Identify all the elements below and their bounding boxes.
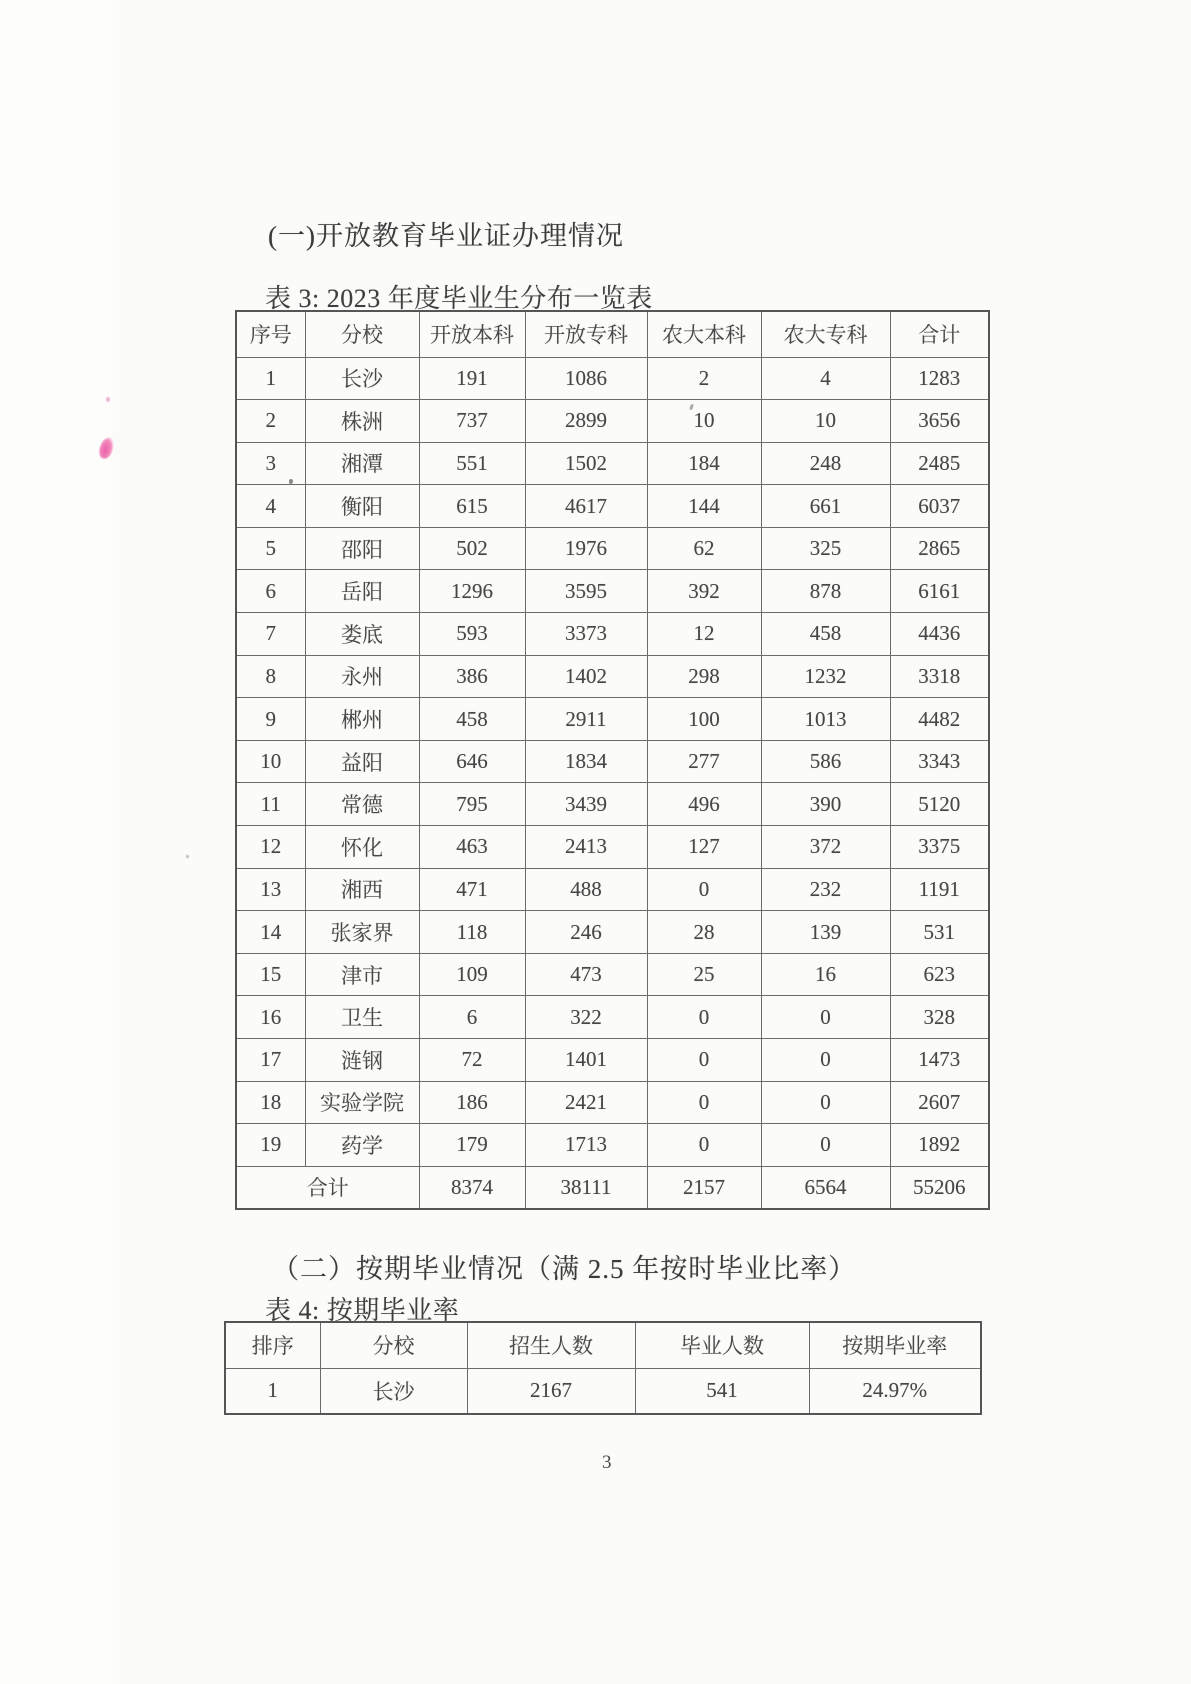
table-cell: 2 [647, 357, 761, 400]
column-header: 排序 [225, 1322, 320, 1368]
table-cell: 3318 [890, 655, 989, 698]
table-cell: 实验学院 [305, 1081, 419, 1124]
total-label: 合计 [236, 1166, 419, 1209]
table-cell: 张家界 [305, 911, 419, 954]
table-cell: 3 [236, 442, 305, 485]
table-cell: 邵阳 [305, 527, 419, 570]
total-cell: 38111 [525, 1166, 647, 1209]
table-cell: 津市 [305, 953, 419, 996]
pink-ink-mark [98, 436, 116, 460]
table-cell: 5 [236, 527, 305, 570]
on-time-graduation-rate-table [224, 1321, 982, 1415]
table-cell: 2607 [890, 1081, 989, 1124]
table-cell: 186 [419, 1081, 525, 1124]
table-cell: 109 [419, 953, 525, 996]
pink-ink-dot [106, 397, 110, 402]
total-cell: 8374 [419, 1166, 525, 1209]
table-cell: 463 [419, 826, 525, 869]
table-row [236, 783, 989, 826]
table-cell: 646 [419, 740, 525, 783]
table-cell: 娄底 [305, 613, 419, 656]
column-header: 合计 [890, 311, 989, 357]
table-cell: 1 [236, 357, 305, 400]
table-cell: 1401 [525, 1039, 647, 1082]
table-cell: 184 [647, 442, 761, 485]
table-cell: 139 [761, 911, 890, 954]
table-row [236, 400, 989, 443]
table-cell: 湘西 [305, 868, 419, 911]
table-cell: 3373 [525, 613, 647, 656]
table-cell: 12 [647, 613, 761, 656]
table-cell: 1713 [525, 1124, 647, 1167]
table-cell: 0 [761, 1124, 890, 1167]
table-cell: 277 [647, 740, 761, 783]
table-cell: 322 [525, 996, 647, 1039]
table-cell: 2911 [525, 698, 647, 741]
table-cell: 3595 [525, 570, 647, 613]
table-row [225, 1368, 981, 1414]
table-row [236, 1124, 989, 1167]
table-row [236, 527, 989, 570]
table-cell: 12 [236, 826, 305, 869]
table-cell: 1892 [890, 1124, 989, 1167]
table-cell: 衡阳 [305, 485, 419, 528]
table-cell: 郴州 [305, 698, 419, 741]
table-cell: 0 [647, 1081, 761, 1124]
column-header: 招生人数 [467, 1322, 635, 1368]
table-cell: 593 [419, 613, 525, 656]
table-header-row [225, 1322, 981, 1368]
table-cell: 7 [236, 613, 305, 656]
total-row [236, 1166, 989, 1209]
table-cell: 127 [647, 826, 761, 869]
table-cell: 4436 [890, 613, 989, 656]
column-header: 分校 [320, 1322, 467, 1368]
column-header: 开放专科 [525, 311, 647, 357]
total-cell: 6564 [761, 1166, 890, 1209]
table-row [236, 698, 989, 741]
table-cell: 长沙 [305, 357, 419, 400]
table-row [236, 1081, 989, 1124]
table-cell: 15 [236, 953, 305, 996]
table-cell: 2421 [525, 1081, 647, 1124]
table-cell: 0 [761, 1039, 890, 1082]
table-cell: 232 [761, 868, 890, 911]
page-number: 3 [602, 1452, 612, 1473]
table-cell: 328 [890, 996, 989, 1039]
section-1-heading: (一)开放教育毕业证办理情况 [268, 221, 624, 251]
table-cell: 531 [890, 911, 989, 954]
table-cell: 11 [236, 783, 305, 826]
column-header: 按期毕业率 [809, 1322, 981, 1368]
table-cell: 涟钢 [305, 1039, 419, 1082]
table-cell: 2 [236, 400, 305, 443]
table-cell: 2413 [525, 826, 647, 869]
table-cell: 473 [525, 953, 647, 996]
table-row [236, 485, 989, 528]
table-header-row [236, 311, 989, 357]
graduates-distribution-table [235, 310, 990, 1210]
column-header: 农大本科 [647, 311, 761, 357]
table-cell: 1473 [890, 1039, 989, 1082]
section-2-heading: （二）按期毕业情况（满 2.5 年按时毕业比率） [272, 1254, 857, 1284]
table-cell: 144 [647, 485, 761, 528]
table-cell: 179 [419, 1124, 525, 1167]
column-header: 毕业人数 [635, 1322, 809, 1368]
table-cell: 6 [419, 996, 525, 1039]
table-cell: 永州 [305, 655, 419, 698]
table-cell: 10 [236, 740, 305, 783]
column-header: 农大专科 [761, 311, 890, 357]
table-cell: 1402 [525, 655, 647, 698]
column-header: 开放本科 [419, 311, 525, 357]
table-cell: 878 [761, 570, 890, 613]
table-cell: 3656 [890, 400, 989, 443]
total-cell: 2157 [647, 1166, 761, 1209]
table-cell: 19 [236, 1124, 305, 1167]
table-row [236, 1039, 989, 1082]
table-cell: 4 [761, 357, 890, 400]
table-cell: 5120 [890, 783, 989, 826]
table-cell: 502 [419, 527, 525, 570]
table-cell: 1296 [419, 570, 525, 613]
table-3-title: 表 3: 2023 年度毕业生分布一览表 [265, 284, 653, 313]
table-cell: 246 [525, 911, 647, 954]
table-cell: 390 [761, 783, 890, 826]
table-cell: 1976 [525, 527, 647, 570]
table-cell: 16 [236, 996, 305, 1039]
table-cell: 8 [236, 655, 305, 698]
table-cell: 长沙 [320, 1368, 467, 1414]
table-cell: 13 [236, 868, 305, 911]
table-cell: 18 [236, 1081, 305, 1124]
table-cell: 益阳 [305, 740, 419, 783]
table-cell: 458 [761, 613, 890, 656]
table-cell: 0 [761, 1081, 890, 1124]
table-cell: 4617 [525, 485, 647, 528]
table-cell: 6 [236, 570, 305, 613]
table-cell: 14 [236, 911, 305, 954]
table-cell: 25 [647, 953, 761, 996]
table-cell: 3343 [890, 740, 989, 783]
table-row [236, 442, 989, 485]
table-row [236, 740, 989, 783]
table-cell: 24.97% [809, 1368, 981, 1414]
table-cell: 6161 [890, 570, 989, 613]
table-cell: 661 [761, 485, 890, 528]
table-cell: 615 [419, 485, 525, 528]
table-cell: 488 [525, 868, 647, 911]
table-cell: 1232 [761, 655, 890, 698]
table-cell: 2167 [467, 1368, 635, 1414]
table-cell: 386 [419, 655, 525, 698]
table-cell: 2865 [890, 527, 989, 570]
total-cell: 55206 [890, 1166, 989, 1209]
table-cell: 17 [236, 1039, 305, 1082]
table-cell: 248 [761, 442, 890, 485]
table-cell: 737 [419, 400, 525, 443]
table-cell: 岳阳 [305, 570, 419, 613]
table-cell: 0 [761, 996, 890, 1039]
table-cell: 1086 [525, 357, 647, 400]
table-cell: 4482 [890, 698, 989, 741]
table-row [236, 655, 989, 698]
table-cell: 1191 [890, 868, 989, 911]
table-cell: 372 [761, 826, 890, 869]
table-cell: 28 [647, 911, 761, 954]
table-cell: 卫生 [305, 996, 419, 1039]
table-cell: 471 [419, 868, 525, 911]
table-cell: 458 [419, 698, 525, 741]
table-cell: 6037 [890, 485, 989, 528]
table-cell: 怀化 [305, 826, 419, 869]
table-4-title: 表 4: 按期毕业率 [265, 1296, 460, 1325]
table-cell: 325 [761, 527, 890, 570]
table-cell: 1013 [761, 698, 890, 741]
table-cell: 0 [647, 1124, 761, 1167]
table-cell: 3439 [525, 783, 647, 826]
table-row [236, 911, 989, 954]
table-cell: 1283 [890, 357, 989, 400]
table-row [236, 953, 989, 996]
table-cell: 551 [419, 442, 525, 485]
table-cell: 100 [647, 698, 761, 741]
table-row [236, 826, 989, 869]
table-cell: 392 [647, 570, 761, 613]
table-cell: 0 [647, 996, 761, 1039]
table-cell: 496 [647, 783, 761, 826]
table-cell: 298 [647, 655, 761, 698]
table-cell: 586 [761, 740, 890, 783]
table-cell: 药学 [305, 1124, 419, 1167]
table-cell: 4 [236, 485, 305, 528]
table-cell: 2899 [525, 400, 647, 443]
table-cell: 1 [225, 1368, 320, 1414]
table-cell: 795 [419, 783, 525, 826]
scan-speck [186, 855, 189, 858]
table-cell: 湘潭 [305, 442, 419, 485]
table-row [236, 613, 989, 656]
table-cell: 541 [635, 1368, 809, 1414]
table-cell: 0 [647, 868, 761, 911]
table-row [236, 570, 989, 613]
table-cell: 10 [647, 400, 761, 443]
table-cell: 常德 [305, 783, 419, 826]
table-cell: 株洲 [305, 400, 419, 443]
table-cell: 1502 [525, 442, 647, 485]
table-cell: 1834 [525, 740, 647, 783]
table-cell: 72 [419, 1039, 525, 1082]
column-header: 序号 [236, 311, 305, 357]
table-cell: 191 [419, 357, 525, 400]
table-cell: 62 [647, 527, 761, 570]
column-header: 分校 [305, 311, 419, 357]
table-cell: 0 [647, 1039, 761, 1082]
table-cell: 3375 [890, 826, 989, 869]
table-row [236, 868, 989, 911]
table-cell: 118 [419, 911, 525, 954]
table-cell: 16 [761, 953, 890, 996]
table-cell: 623 [890, 953, 989, 996]
table-row [236, 996, 989, 1039]
table-cell: 10 [761, 400, 890, 443]
table-cell: 9 [236, 698, 305, 741]
table-cell: 2485 [890, 442, 989, 485]
table-row [236, 357, 989, 400]
